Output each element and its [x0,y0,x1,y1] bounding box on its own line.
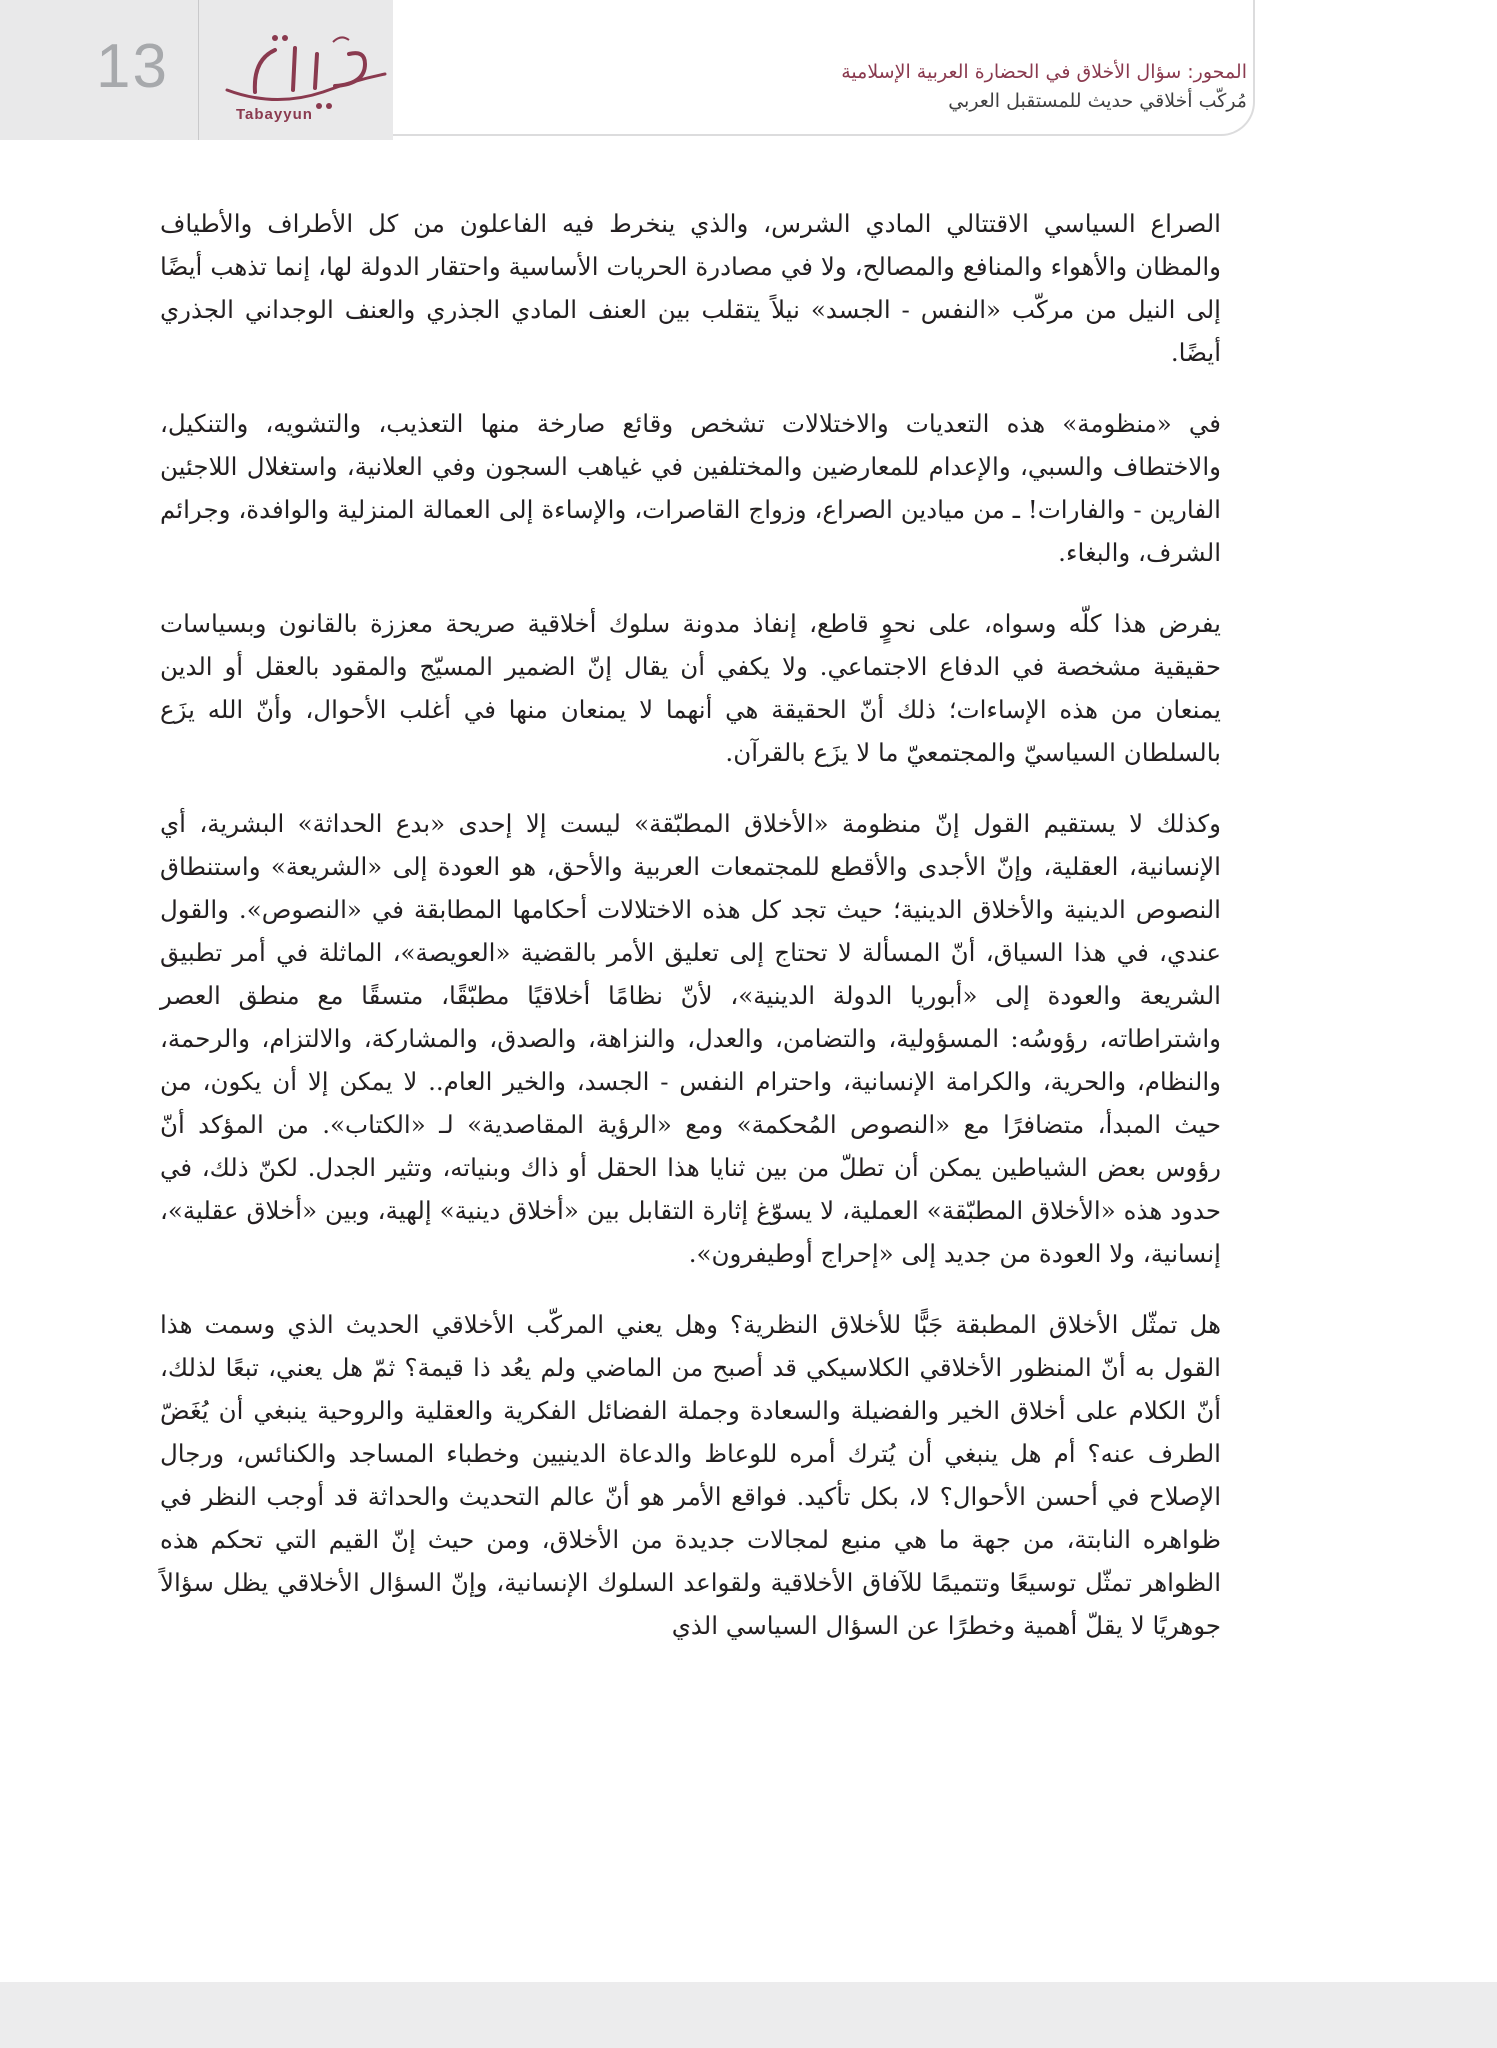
paragraph: يفرض هذا كلّه وسواه، على نحوٍ قاطع، إنفاذ مدونة سلوك أخلاقية صريحة معززة بالقانون وبسياسات حقيقية مشخصة في الدفاع الاجتماعي. ولا يكفي أن يقال إنّ الضمير المسيّج والمقود بالعقل أو الدين يمنعان من هذه الإساءات؛ ذلك أنّ الحقيقة هي أنهما لا يمنعان منها في أغلب الأحوال، وأنّ الله يزَع بالسلطان السياسيّ والمجتمعيّ ما لا يزَع بالقرآن. [160,609,1221,767]
page-number: 13 [96,32,169,101]
footer-band [0,1982,1497,2048]
paragraph: الصراع السياسي الاقتتالي المادي الشرس، والذي ينخرط فيه الفاعلون من كل الأطراف والأطياف والمظان والأهواء والمنافع والمصالح، ولا في مصادرة الحريات الأساسية واحتقار الدولة لها، إنما تذهب أيضًا إلى النيل من مركّب «النفس - الجسد» نيلاً يتقلب بين العنف المادي الجذري والعنف الوجداني الجذري أيضًا. [160,209,1221,367]
header-article-title: مُركّب أخلاقي حديث للمستقبل العربي [948,90,1247,112]
header-divider [198,0,199,140]
page-header [0,0,1497,140]
header-axis-label: المحور: سؤال الأخلاق في الحضارة العربية الإسلامية [841,61,1247,83]
paragraph: في «منظومة» هذه التعديات والاختلالات تشخص وقائع صارخة منها التعذيب، والتشويه، والتنكيل، والاختطاف والسبي، والإعدام للمعارضين والمختلفين في غياهب السجون وفي العلانية، واستغلال اللاجئين الفارين - والفارات! ـ من ميادين الصراع، وزواج القاصرات، والإساءة إلى العمالة المنزلية والوافدة، وجرائم الشرف، والبغاء. [160,409,1221,567]
header-titles [841,58,1247,116]
paragraph: هل تمثّل الأخلاق المطبقة جَبًّا للأخلاق النظرية؟ وهل يعني المركّب الأخلاقي الحديث الذي وسمت هذا القول به أنّ المنظور الأخلاقي الكلاسيكي قد أصبح من الماضي ولم يعُد ذا قيمة؟ ثمّ هل يعني، تبعًا لذلك، أنّ الكلام على أخلاق الخير والفضيلة والسعادة وجملة الفضائل الفكرية والعقلية والروحية ينبغي أن يُغَضّ الطرف عنه؟ أم هل ينبغي أن يُترك أمره للوعاظ والدعاة الدينيين وخطباء المساجد والكنائس، ورجال الإصلاح في أحسن الأحوال؟ لا، بكل تأكيد. فواقع الأمر هو أنّ عالم التحديث والحداثة قد أوجب النظر في ظواهره النابتة، من جهة ما هي منبع لمجالات جديدة من الأخلاق، ومن حيث إنّ القيم التي تحكم هذه الظواهر تمثّل توسيعًا وتتميمًا للآفاق الأخلاقية ولقواعد السلوك الإنسانية، وإنّ السؤال الأخلاقي يظل سؤالاً جوهريًا لا يقلّ أهمية وخطرًا عن السؤال السياسي الذي [160,1310,1221,1640]
paragraph: وكذلك لا يستقيم القول إنّ منظومة «الأخلاق المطبّقة» ليست إلا إحدى «بدع الحداثة» البشرية، أي الإنسانية، العقلية، وإنّ الأجدى والأقطع للمجتمعات العربية والأحق، هو العودة إلى «الشريعة» واستنطاق النصوص الدينية والأخلاق الدينية؛ حيث تجد كل هذه الاختلالات أحكامها المطابقة في «النصوص». والقول عندي، في هذا السياق، أنّ المسألة لا تحتاج إلى تعليق الأمر بالقضية «العويصة»، الماثلة في أمر تطبيق الشريعة والعودة إلى «أبوريا الدولة الدينية»، لأنّ نظامًا أخلاقيًا مطبّقًا، متسقًا مع منطق العصر واشتراطاته، رؤوسُه: المسؤولية، والتضامن، والعدل، والنزاهة، والصدق، والمشاركة، والالتزام، والرحمة، والنظام، والحرية، والكرامة الإنسانية، واحترام النفس - الجسد، والخير العام.. لا يمكن إلا أن يكون، من حيث المبدأ، متضافرًا مع «النصوص المُحكمة» ومع «الرؤية المقاصدية» لـ «الكتاب». من المؤكد أنّ رؤوس بعض الشياطين يمكن أن تطلّ من بين ثنايا هذا الحقل أو ذاك وبنياته، وتثير الجدل. لكنّ ذلك، في حدود هذه «الأخلاق المطبّقة» العملية، لا يسوّغ إثارة التقابل بين «أخلاق دينية» إلهية، وبين «أخلاق عقلية»، إنسانية، ولا العودة من جديد إلى «إحراج أوطيفرون». [160,809,1221,1268]
article-body [160,202,1221,1675]
logo-latin-text: Tabayyun [236,106,313,123]
